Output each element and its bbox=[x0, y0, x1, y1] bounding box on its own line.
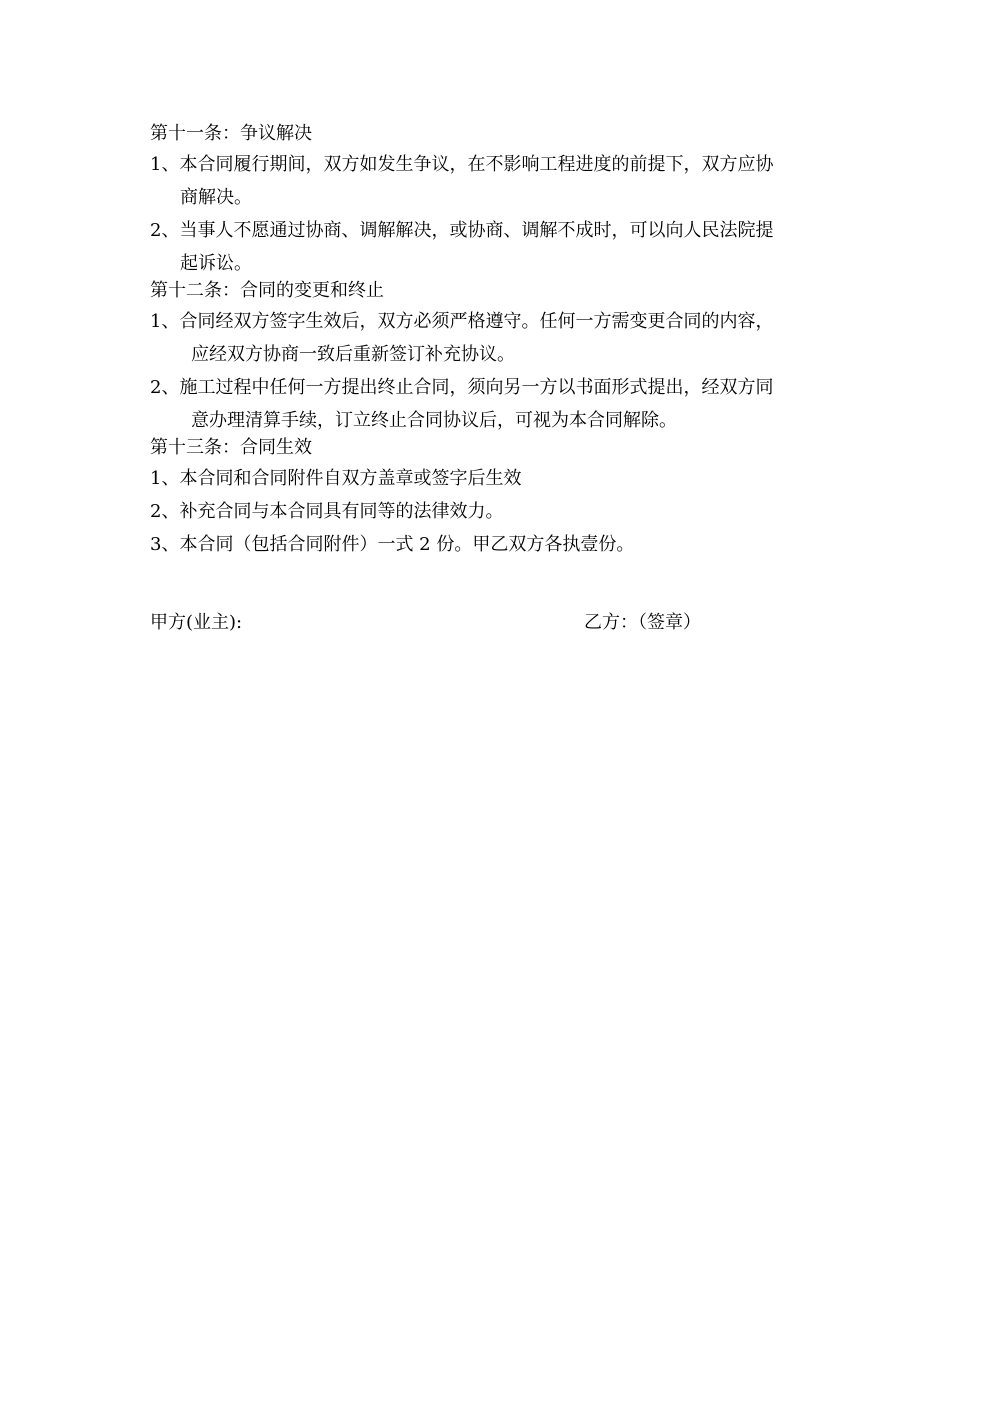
clause-line: 2、当事人不愿通过协商、调解解决，或协商、调解不成时，可以向人民法院提 bbox=[150, 220, 774, 241]
clause-line: 1、合同经双方签字生效后，双方必须严格遵守。任何一方需变更合同的内容， bbox=[150, 311, 774, 332]
article-12-clause-2 bbox=[150, 371, 850, 437]
clause-line: 1、本合同和合同附件自双方盖章或签字后生效 bbox=[150, 468, 522, 489]
clause-line: 应经双方协商一致后重新签订补充协议。 bbox=[191, 344, 515, 365]
clause-line: 商解决。 bbox=[180, 187, 252, 208]
contract-body bbox=[150, 123, 850, 561]
article-11-clause-2 bbox=[150, 214, 850, 280]
clause-line: 起诉讼。 bbox=[180, 253, 252, 274]
clause-line: 2、补充合同与本合同具有同等的法律效力。 bbox=[150, 501, 504, 522]
article-13-clause-1 bbox=[150, 462, 850, 495]
article-12-clause-1 bbox=[150, 305, 850, 371]
article-13-clause-2 bbox=[150, 495, 850, 528]
article-13-title: 第十三条：合同生效 bbox=[150, 437, 312, 458]
party-b-signature-label: 乙方：（签章） bbox=[584, 612, 701, 633]
clause-line: 3、本合同（包括合同附件）一式 2 份。甲乙双方各执壹份。 bbox=[150, 534, 635, 555]
clause-line: 1、本合同履行期间，双方如发生争议，在不影响工程进度的前提下，双方应协 bbox=[150, 154, 774, 175]
article-12-title: 第十二条：合同的变更和终止 bbox=[150, 280, 384, 301]
article-11-title: 第十一条：争议解决 bbox=[150, 123, 312, 144]
clause-line: 2、施工过程中任何一方提出终止合同，须向另一方以书面形式提出，经双方同 bbox=[150, 377, 774, 398]
signature-row bbox=[150, 611, 850, 635]
party-a-signature-label: 甲方(业主): bbox=[150, 612, 243, 633]
article-11-clause-1 bbox=[150, 148, 850, 214]
article-13-clause-3 bbox=[150, 528, 850, 561]
clause-line: 意办理清算手续，订立终止合同协议后，可视为本合同解除。 bbox=[191, 410, 677, 431]
